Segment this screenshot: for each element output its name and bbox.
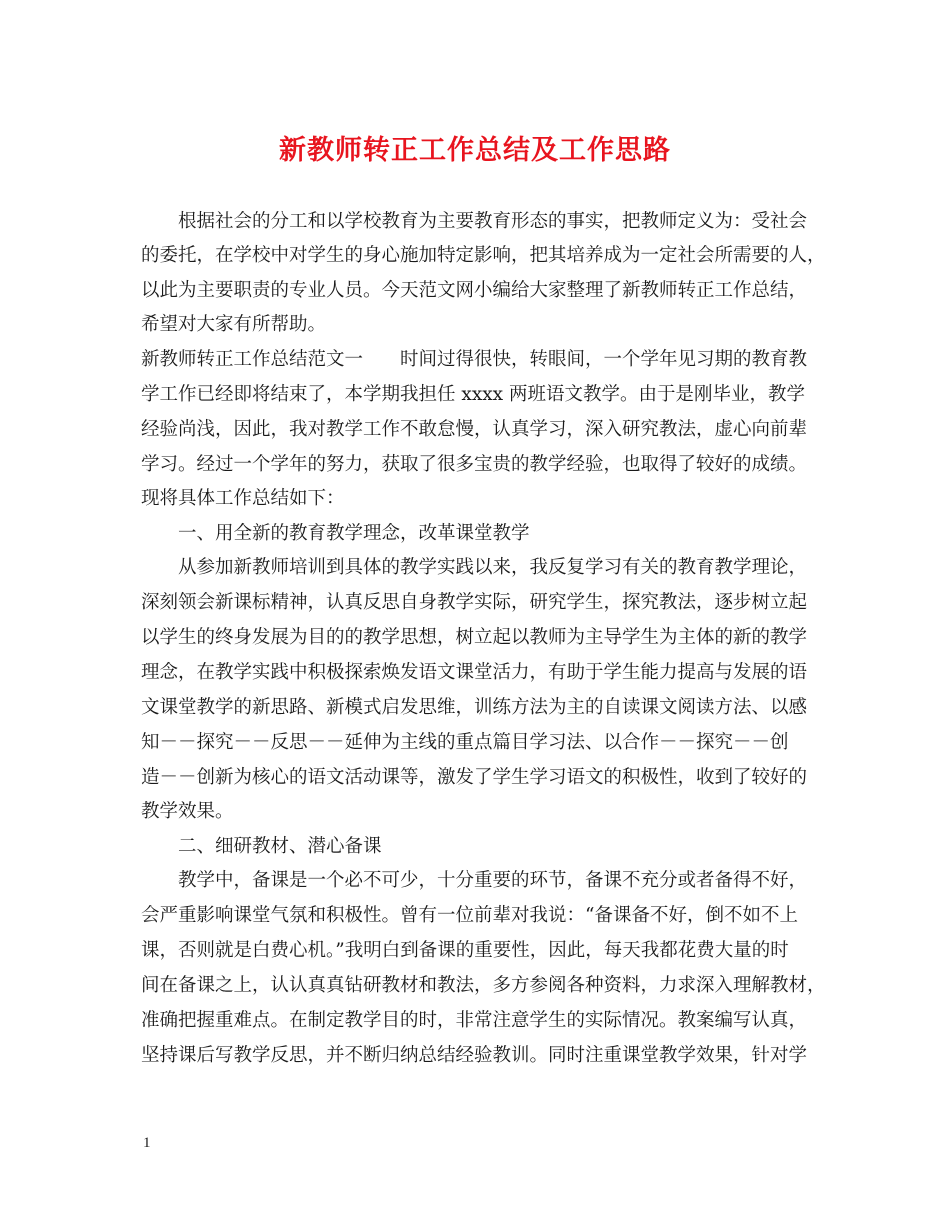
body-line: 学工作已经即将结束了，本学期我担任 xxxx 两班语文教学。由于是刚毕业，教学: [141, 384, 805, 405]
body-line: 准确把握重难点。在制定教学目的时，非常注意学生的实际情况。教案编写认真，: [141, 1010, 808, 1031]
body-line: 从参加新教师培训到具体的教学实践以来，我反复学习有关的教育教学理论，: [141, 557, 808, 578]
body-line: 的委托，在学校中对学生的身心施加特定影响，把其培养成为一定社会所需要的人，: [141, 245, 826, 266]
body-line: 经验尚浅，因此，我对教学工作不敢怠慢，认真学习，深入研究教法，虚心向前辈: [141, 419, 808, 440]
body-line: 间在备课之上，认认真真钻研教材和教法，多方参阅各种资料，力求深入理解教材，: [141, 975, 826, 996]
body-line: 根据社会的分工和以学校教育为主要教育形态的事实，把教师定义为：受社会: [141, 211, 808, 232]
body-line: 新教师转正工作总结范文一 时间过得很快，转眼间，一个学年见习期的教育教: [141, 349, 808, 370]
body-line: 学习。经过一个学年的努力，获取了很多宝贵的教学经验，也取得了较好的成绩。: [141, 454, 808, 475]
body-line: 以此为主要职责的专业人员。今天范文网小编给大家整理了新教师转正工作总结，: [141, 280, 808, 301]
body-line: 教学效果。: [141, 801, 234, 822]
body-line: 理念，在教学实践中积极探索焕发语文课堂活力，有助于学生能力提高与发展的语: [141, 662, 808, 683]
body-line: 文课堂教学的新思路、新模式启发思维，训练方法为主的自读课文阅读方法、以感: [141, 697, 808, 718]
body-line: 知－－探究－－反思－－延伸为主线的重点篇目学习法、以合作－－探究－－创: [141, 732, 789, 753]
section-heading: 一、用全新的教育教学理念，改革课堂教学: [141, 523, 530, 544]
body-line: 教学中，备课是一个必不可少，十分重要的环节，备课不充分或者备得不好，: [141, 870, 808, 891]
body-line: 造－－创新为核心的语文活动课等，激发了学生学习语文的积极性，收到了较好的: [141, 767, 808, 788]
body-line: 坚持课后写教学反思，并不断归纳总结经验教训。同时注重课堂教学效果，针对学: [141, 1045, 808, 1066]
body-line: 会严重影响课堂气氛和积极性。曾有一位前辈对我说：“备课备不好，倒不如不上: [141, 905, 798, 926]
body-line: 课，否则就是白费心机。”我明白到备课的重要性，因此，每天我都花费大量的时: [141, 940, 789, 961]
document-title: 新教师转正工作总结及工作思路: [279, 135, 671, 166]
body-line: 以学生的终身发展为目的的教学思想，树立起以教师为主导学生为主体的新的教学: [141, 627, 808, 648]
body-line: 现将具体工作总结如下：: [141, 488, 345, 509]
body-line: 深刻领会新课标精神，认真反思自身教学实际，研究学生，探究教法，逐步树立起: [141, 592, 808, 613]
body-line: 希望对大家有所帮助。: [141, 314, 327, 335]
page-number: 1: [143, 1135, 151, 1151]
section-heading: 二、细研教材、潜心备课: [141, 836, 382, 857]
